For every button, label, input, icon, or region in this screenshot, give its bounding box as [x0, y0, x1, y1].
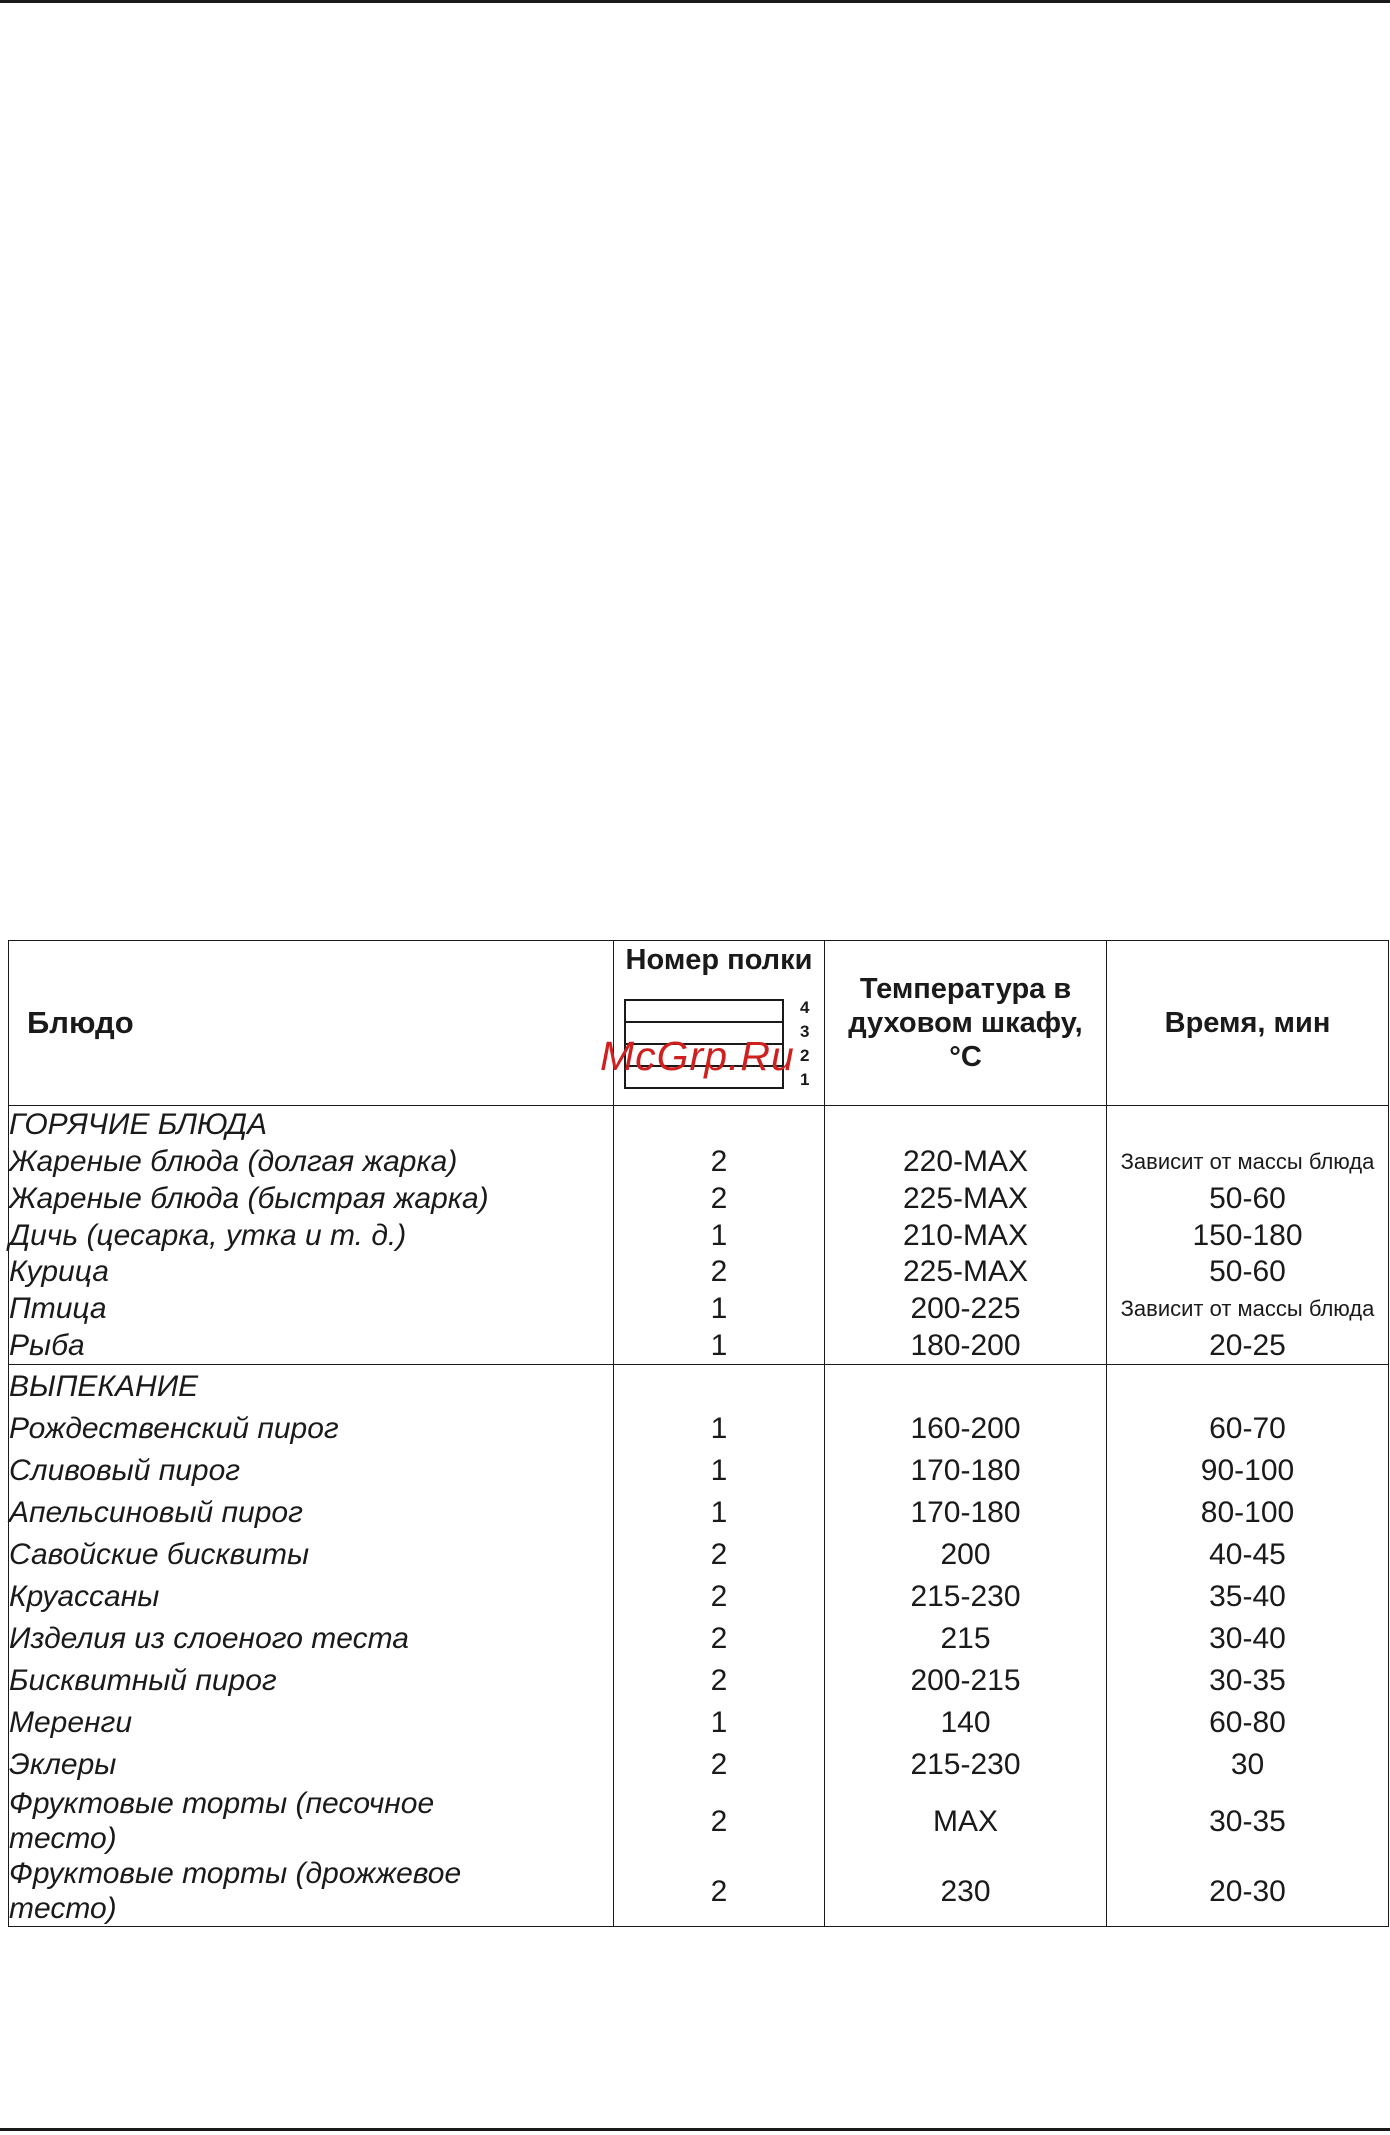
dish-cell: Птица — [9, 1291, 614, 1328]
time-cell: Зависит от массы блюда — [1107, 1144, 1389, 1181]
dish-cell: Курица — [9, 1254, 614, 1291]
header-shelf — [600, 941, 825, 1106]
dish-cell: Эклеры — [9, 1744, 614, 1786]
temperature-cell: 160-200 — [825, 1408, 1107, 1450]
dish-cell: Изделия из слоеного теста — [9, 1618, 614, 1660]
temperature-cell: 200-215 — [825, 1660, 1107, 1702]
time-cell: 35-40 — [1107, 1576, 1389, 1618]
table-row — [9, 1217, 1389, 1254]
dish-cell: Рыба — [9, 1327, 614, 1364]
time-cell: Зависит от массы блюда — [1107, 1291, 1389, 1328]
table-row — [9, 1291, 1389, 1328]
table-row — [9, 1450, 1389, 1492]
section-row — [9, 1106, 1389, 1145]
shelf-cell: 1 — [614, 1492, 825, 1534]
time-cell: 60-70 — [1107, 1408, 1389, 1450]
temperature-cell: 225-MAX — [825, 1181, 1107, 1218]
time-cell: 90-100 — [1107, 1450, 1389, 1492]
section-title: ГОРЯЧИЕ БЛЮДА — [9, 1106, 614, 1145]
shelf-cell: 2 — [614, 1534, 825, 1576]
shelf-cell: 2 — [614, 1181, 825, 1218]
shelf-cell: 1 — [614, 1702, 825, 1744]
table-row — [9, 1576, 1389, 1618]
shelf-cell: 2 — [614, 1660, 825, 1702]
watermark: McGrp.Ru — [600, 1033, 795, 1079]
table-row — [9, 1702, 1389, 1744]
table-row — [9, 1618, 1389, 1660]
time-cell: 30 — [1107, 1744, 1389, 1786]
time-cell: 20-30 — [1107, 1856, 1389, 1927]
time-cell: 80-100 — [1107, 1492, 1389, 1534]
table-row — [9, 1856, 1389, 1927]
dish-cell: Дичь (цесарка, утка и т. д.) — [9, 1217, 614, 1254]
shelf-level-2: 2 — [800, 1046, 810, 1065]
temperature-cell: 215 — [825, 1618, 1107, 1660]
temperature-cell: 210-MAX — [825, 1217, 1107, 1254]
table-row — [9, 1408, 1389, 1450]
temperature-cell: 140 — [825, 1702, 1107, 1744]
time-cell: 30-35 — [1107, 1786, 1389, 1856]
dish-cell: Жареные блюда (быстрая жарка) — [9, 1181, 614, 1218]
shelf-level-4: 4 — [800, 998, 810, 1017]
shelf-cell: 2 — [614, 1576, 825, 1618]
dish-cell: Фруктовые торты (песочное тесто) — [9, 1786, 614, 1856]
shelf-cell: 1 — [614, 1291, 825, 1328]
shelf-level-1: 1 — [800, 1070, 810, 1089]
temperature-cell: 170-180 — [825, 1450, 1107, 1492]
time-cell: 20-25 — [1107, 1327, 1389, 1364]
dish-cell: Рождественский пирог — [9, 1408, 614, 1450]
header-temperature: Температура в духовом шкафу, °С — [825, 941, 1107, 1106]
temperature-cell: 215-230 — [825, 1576, 1107, 1618]
dish-cell: Круассаны — [9, 1576, 614, 1618]
shelf-cell: 2 — [614, 1254, 825, 1291]
shelf-cell: 1 — [614, 1327, 825, 1364]
shelf-cell: 2 — [614, 1786, 825, 1856]
temperature-cell: 200-225 — [825, 1291, 1107, 1328]
section-row — [9, 1365, 1389, 1409]
table-header-row — [9, 941, 1389, 1106]
table-row — [9, 1660, 1389, 1702]
dish-cell: Бисквитный пирог — [9, 1660, 614, 1702]
top-rule — [0, 0, 1390, 3]
time-cell: 150-180 — [1107, 1217, 1389, 1254]
time-cell: 30-35 — [1107, 1660, 1389, 1702]
shelf-cell: 1 — [614, 1217, 825, 1254]
table-row — [9, 1786, 1389, 1856]
temperature-cell: 170-180 — [825, 1492, 1107, 1534]
dish-cell: Меренги — [9, 1702, 614, 1744]
temperature-cell: MAX — [825, 1786, 1107, 1856]
table-row — [9, 1327, 1389, 1364]
table-row — [9, 1744, 1389, 1786]
header-shelf-label: Номер полки — [625, 944, 813, 976]
shelf-cell: 2 — [614, 1744, 825, 1786]
shelf-cell: 1 — [614, 1408, 825, 1450]
table-row — [9, 1144, 1389, 1181]
dish-cell: Апельсиновый пирог — [9, 1492, 614, 1534]
dish-cell: Жареные блюда (долгая жарка) — [9, 1144, 614, 1181]
header-time: Время, мин — [1107, 941, 1389, 1106]
table-row — [9, 1492, 1389, 1534]
time-cell: 30-40 — [1107, 1618, 1389, 1660]
table-body — [9, 1106, 1389, 1927]
time-cell: 60-80 — [1107, 1702, 1389, 1744]
temperature-cell: 230 — [825, 1856, 1107, 1927]
table-row — [9, 1534, 1389, 1576]
bottom-rule — [0, 2128, 1390, 2131]
temperature-cell: 180-200 — [825, 1327, 1107, 1364]
table-row — [9, 1254, 1389, 1291]
shelf-level-3: 3 — [800, 1022, 810, 1041]
temperature-cell: 225-MAX — [825, 1254, 1107, 1291]
header-dish: Блюдо — [9, 941, 614, 1106]
time-cell: 50-60 — [1107, 1181, 1389, 1218]
temperature-cell: 200 — [825, 1534, 1107, 1576]
shelf-cell: 2 — [614, 1856, 825, 1927]
section-title: ВЫПЕКАНИЕ — [9, 1365, 614, 1409]
shelf-cell: 2 — [614, 1144, 825, 1181]
shelf-cell: 2 — [614, 1618, 825, 1660]
dish-cell: Савойские бисквиты — [9, 1534, 614, 1576]
dish-cell: Сливовый пирог — [9, 1450, 614, 1492]
time-cell: 50-60 — [1107, 1254, 1389, 1291]
temperature-cell: 215-230 — [825, 1744, 1107, 1786]
cooking-table — [8, 940, 1389, 1927]
time-cell: 40-45 — [1107, 1534, 1389, 1576]
temperature-cell: 220-MAX — [825, 1144, 1107, 1181]
dish-cell: Фруктовые торты (дрожжевое тесто) — [9, 1856, 614, 1927]
table-row — [9, 1181, 1389, 1218]
shelf-cell: 1 — [614, 1450, 825, 1492]
